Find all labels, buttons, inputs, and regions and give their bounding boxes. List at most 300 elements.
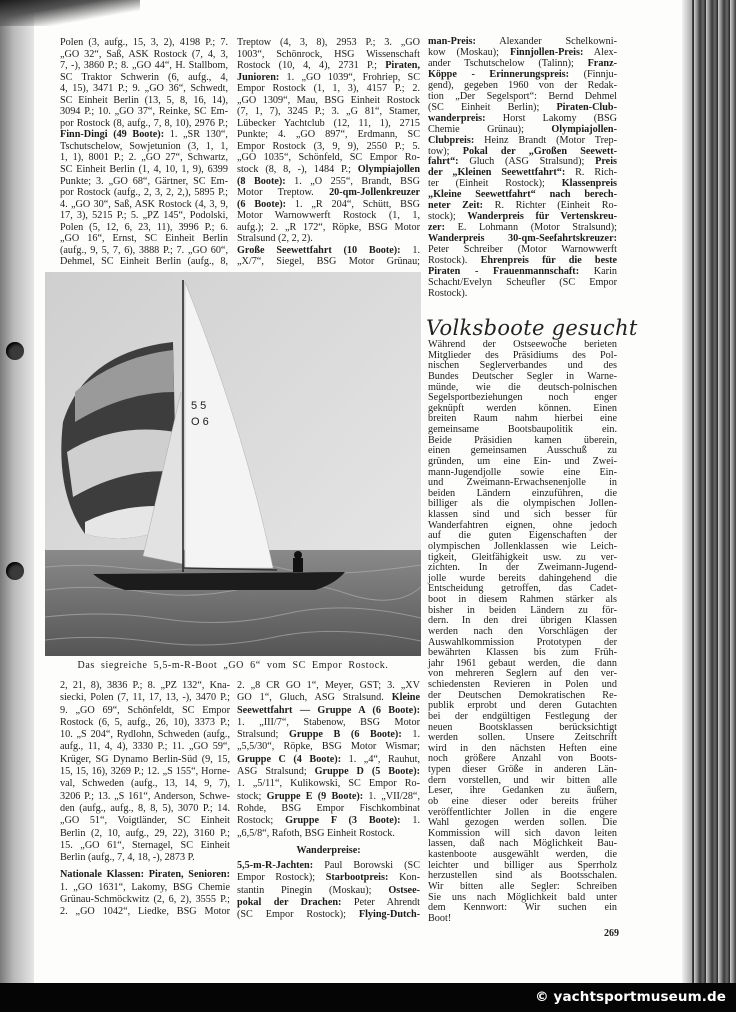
text-line xyxy=(60,164,228,176)
text-line xyxy=(237,37,420,49)
text-line xyxy=(237,815,420,827)
text-run: Während der Ostseewoche berieten xyxy=(428,339,617,350)
text-run: 2. „GO 1042“, Liedke, BSG Motor xyxy=(60,906,230,918)
photo-caption: Das siegreiche 5,5-m-R-Boot „GO 6“ vom SC Empor Rostock. xyxy=(77,660,389,671)
text-line xyxy=(237,909,420,921)
text-run: Kon- xyxy=(388,872,421,884)
text-run: 1. „SR 130“, xyxy=(164,129,228,141)
text-line xyxy=(237,187,420,199)
text-run: Schacht/Evelyn Scheufler (SC Empor xyxy=(428,276,617,288)
bold-run: Gruppe B (6 Boote): xyxy=(288,729,402,741)
text-line xyxy=(237,176,420,188)
text-run: von mehreren Seglern auf den ver- xyxy=(428,668,617,680)
text-run: Stralsund (2, 2, 2). xyxy=(237,233,313,245)
bold-run: fahrt“: xyxy=(428,156,459,168)
text-line xyxy=(237,897,420,909)
text-run: Lübecker Yachtclub (12, 11, 1), 2715 xyxy=(237,117,420,129)
text-run: 1. „III/7“, Stabenow, BSG Motor xyxy=(237,716,420,728)
text-run: „5,5/30“, Röpke, BSG Motor Wismar; xyxy=(237,741,420,753)
text-run: Rostock). xyxy=(428,287,468,299)
text-run: jolle wurde bereits dahingehend die xyxy=(428,572,617,584)
text-run: Empor Rostock (3, 9, 9), 2550 P.; 5. xyxy=(237,140,420,152)
bold-run: der „Kleinen Seewettfahrt“: xyxy=(428,167,566,179)
text-run: 15, 15, 16), 3269 P.; 12. „S 155“, Horne- xyxy=(60,766,230,778)
text-run: 2. „8 CR GO 1“, Meyer, GST; 3. „XV xyxy=(237,680,420,691)
text-run: 1. „O 255“, Brandt, BSG xyxy=(285,175,421,187)
text-line xyxy=(237,828,420,840)
text-run: ander Tschutschelow (Talinn); xyxy=(428,57,588,69)
text-run: der Deutschen Demokratischen Re- xyxy=(428,689,617,701)
text-run: werden sollen. Unsere Zeitschrift xyxy=(428,732,617,744)
text-run: Wir bitten alle Segler: Schreiben xyxy=(428,880,617,892)
text-line xyxy=(60,245,228,257)
text-run: stock; xyxy=(237,790,267,802)
text-line xyxy=(60,894,230,906)
text-run: bei der endgültigen Festlegung der xyxy=(428,710,617,722)
text-line xyxy=(237,256,420,268)
text-run: Motor Treptow. xyxy=(237,187,330,199)
text-run: stock); xyxy=(428,211,468,223)
text-run: aufg.); 2. „R 172“, Röpke, BSG Motor xyxy=(237,221,420,233)
text-line xyxy=(60,852,230,864)
text-run: R. Rich- xyxy=(565,167,617,179)
text-run: Alex- xyxy=(583,46,617,58)
text-run: (Finnju- xyxy=(569,68,617,80)
text-run: Rohde, BSG Empor Fischkombinat xyxy=(237,802,420,814)
sail-number-bottom: O 6 xyxy=(191,416,209,428)
text-line xyxy=(60,233,228,245)
text-line xyxy=(237,754,420,766)
text-run: stantin Pinegin (Moskau); xyxy=(237,884,389,896)
article-heading: Volksboote gesucht xyxy=(426,316,638,340)
text-run: tion „Der Segelsport“: Bernd Dehmel xyxy=(428,90,617,102)
text-run: Treptow (4, 3, 8), 2953 P.; 3. „GO xyxy=(237,37,420,48)
text-run: 1, 1), 8001 P.; 2. „GO 27“, Schwartz, xyxy=(60,152,228,164)
text-run: Punkte; 3. „GO 68“, Gärtner, SC Em- xyxy=(60,175,228,187)
bold-run: Seewettfahrt — Gruppe A (6 Boote): xyxy=(237,704,420,716)
binder-hole xyxy=(6,562,24,580)
text-line xyxy=(237,705,420,717)
bold-run: Piraten-Club- xyxy=(556,101,617,113)
results-column-middle-bottom xyxy=(237,680,420,922)
page-top-shadow xyxy=(0,0,140,26)
text-run: (7, 1, 7), 3245 P.; 3. „G 81“, Stamer, xyxy=(237,106,420,118)
bold-run: Finnjollen-Preis: xyxy=(509,46,584,58)
text-run: Mitglieder des Präsidiums des Pol- xyxy=(428,349,617,361)
bold-run: Wanderpreis für Vertenskreu- xyxy=(467,211,618,223)
text-run: jahr 1961 gebaut werden, die dann xyxy=(428,657,617,669)
text-run: Entscheidung getroffen, das Cadet- xyxy=(428,583,617,595)
text-line xyxy=(60,129,228,141)
text-line xyxy=(60,72,228,84)
text-line xyxy=(237,141,420,153)
text-run: kow (Moskau); xyxy=(428,46,510,58)
text-run: bisher in beiden Ländern zu för- xyxy=(428,604,617,616)
text-run: 10. „S 204“, Rydlohn, Schweden (aufg., xyxy=(60,729,230,741)
text-line xyxy=(428,914,617,925)
text-run: Wahl gezogen werden sollen. Die xyxy=(428,817,617,829)
bold-run: pokal der Drachen: xyxy=(237,897,342,909)
bold-run: neter Zeit: xyxy=(428,200,484,212)
text-run: Punkte; 4. „GO 897“, Erdmann, SC xyxy=(237,129,420,141)
text-run: Leser, ihre Gedanken zu äußern, xyxy=(428,785,617,797)
text-run: 4, 15), 3471 P.; 9. „GO 36“, Schwedt, xyxy=(60,83,228,95)
text-line xyxy=(237,778,420,790)
text-run: 1. „5/11“, Kulikowski, SC Empor Ro- xyxy=(237,778,420,790)
text-run: „GO 1035“, Schönfeld, SC Empor Ro- xyxy=(237,152,420,164)
text-line xyxy=(60,199,228,211)
text-run: 15. „GO 61“, Sternagel, SC Einheit xyxy=(60,839,230,851)
bold-run: man-Preis: xyxy=(428,36,476,47)
text-line xyxy=(237,49,420,61)
text-line xyxy=(237,766,420,778)
text-run: gemeinsame Bootsbaupolitik ein. xyxy=(428,424,617,435)
text-run: E. Lohmann (Motor Stralsund); xyxy=(444,222,617,234)
text-run: por Rostock (aufg., 2, 3, 2, 2,), 5895 P.; xyxy=(60,187,228,199)
text-run: breiten Raum nahm hierbei eine xyxy=(428,413,617,425)
text-run: Heinz Brandt (Motor Trep- xyxy=(474,134,617,146)
text-line xyxy=(60,176,228,188)
text-run: 1. „R 204“, Schütt, BSG xyxy=(286,198,420,210)
text-line xyxy=(237,791,420,803)
text-run: 1. xyxy=(400,815,420,827)
text-run: herzustellen sind als Bootsschalen. xyxy=(428,870,617,882)
text-run: mann-Jugendjolle sowie eine Ein- xyxy=(428,466,617,478)
text-run: Rostock (6, 5, aufg., 26, 10), 3373 P.; xyxy=(60,716,230,728)
text-line xyxy=(237,60,420,72)
prizes-column-right-top xyxy=(428,37,617,300)
results-column-middle-top xyxy=(237,37,420,268)
text-run: Karin xyxy=(579,266,617,278)
text-run: Peter Schreiber (Motor Warnowwerft xyxy=(428,244,617,256)
bold-run: Wanderpreise: xyxy=(296,844,361,856)
text-run: Peter Ahrendt xyxy=(341,897,420,909)
text-run: geknüpft werden können. Einen xyxy=(428,402,617,414)
sailboat-photo xyxy=(45,272,421,656)
text-run: Empor Rostock (1, 1, 3), 4157 P.; 2. xyxy=(237,83,420,95)
text-run: Wanderfahtren eignen, ohne jedoch xyxy=(428,519,617,531)
bold-run: Gruppe D (5 Boote): xyxy=(314,766,420,778)
text-line xyxy=(60,141,228,153)
text-line xyxy=(237,106,420,118)
text-run: den (aufg., aufg., 8, 8, 5), 3070 P.; 14. xyxy=(60,802,230,814)
text-run: 1. „GO 1039“, Frohriep, SC xyxy=(279,71,420,83)
text-run: leichter und billiger aus Sperrholz xyxy=(428,859,617,871)
text-run: Bundes Deutscher Segler in Warne- xyxy=(428,370,617,382)
bold-run: Clubpreis: xyxy=(428,134,475,146)
text-run: 1. xyxy=(400,244,420,256)
bold-run: Köppe - Erinnerungspreis: xyxy=(428,68,570,80)
text-run: 3094 P.; 10. „GO 37“, Reinke, SC Em- xyxy=(60,106,228,118)
bold-run: Klassenpreis xyxy=(561,178,617,190)
text-line xyxy=(237,210,420,222)
text-run: Grünau-Schmöckwitz (2, 6, 2), 3555 P.; xyxy=(60,894,230,906)
text-run: dern. In den drei übrigen Klassen xyxy=(428,615,617,627)
text-run: 17, 3), 5215 P.; 5. „PZ 145“, Podolski, xyxy=(60,210,228,222)
text-run: 1003“, Schönrock, HSG Wissenschaft xyxy=(237,48,420,60)
text-line xyxy=(237,118,420,130)
page-number: 269 xyxy=(604,928,619,939)
text-run: tigkeit, Gleitfähigkeit usw. zu ver- xyxy=(428,551,617,563)
text-run: nischen Seglerverbandes und des xyxy=(428,360,617,372)
text-line xyxy=(237,692,420,704)
bold-run: Flying-Dutch- xyxy=(358,909,420,921)
text-run: 2, 21, 8), 3836 P.; 8. „PZ 132“, Kna- xyxy=(60,680,230,691)
bold-run: Ostsee- xyxy=(388,884,420,896)
text-run: boot in diesem Rahmen stärker als xyxy=(428,594,617,605)
text-run: gend), gegeben 1960 von der Redak- xyxy=(428,79,617,91)
text-line xyxy=(60,705,230,717)
text-line xyxy=(237,164,420,176)
text-line xyxy=(428,903,617,914)
text-line xyxy=(60,83,228,95)
text-line xyxy=(60,222,228,234)
text-line xyxy=(237,72,420,84)
text-run: tow); xyxy=(428,145,463,157)
text-run: Beide Präsidien kamen überein, xyxy=(428,434,617,446)
text-run: „X/7“, Siegel, BSG Motor Grünau; xyxy=(237,256,420,268)
bold-run: Piraten - Frauenmannschaft: xyxy=(428,266,580,278)
text-run: Horst Lakomy (BSG xyxy=(485,112,617,124)
text-run: Krüger, SG Dynamo Berlin-Süd (9, 15, xyxy=(60,753,230,765)
text-run: billiger als die olympischen Jollen- xyxy=(428,498,617,510)
text-line xyxy=(60,60,228,72)
text-line xyxy=(60,49,228,61)
text-run: Berlin (aufg., 7, 4, 18, -), 2873 P. xyxy=(60,852,195,864)
text-run: SC Traktor Schwerin (6, aufg., 4, xyxy=(60,71,228,83)
text-line xyxy=(237,885,420,897)
text-line xyxy=(60,828,230,840)
hull xyxy=(93,572,345,590)
text-run: Motor Warnowwerft Rostock (1, 1, xyxy=(237,210,420,222)
text-run: Auswahlkommission Prototypen der xyxy=(428,636,617,648)
text-run: olympischen Jollenklassen wie Leich- xyxy=(428,540,617,552)
text-run: noch größere Anzahl von Boots- xyxy=(428,753,617,765)
results-column-left-bottom xyxy=(60,680,230,919)
text-run: Segelsportbeziehungen noch enger xyxy=(428,392,617,404)
text-run: siecki, Polen (7, 11, 17, 13, -), 3470 P.; xyxy=(60,692,230,704)
text-line xyxy=(60,210,228,222)
text-line xyxy=(60,754,230,766)
text-line xyxy=(237,741,420,753)
text-run: beiden Ländern einzuführen, die xyxy=(428,487,617,499)
text-run: Gluch (ASG Stralsund); xyxy=(458,156,596,168)
text-run: R. Richter (Einheit Ro- xyxy=(483,200,617,212)
text-line xyxy=(60,717,230,729)
page-left-edge xyxy=(0,0,34,985)
bold-run: 5,5-m-R-Jachten: xyxy=(237,860,314,872)
bold-run: Kleine xyxy=(391,692,420,704)
text-line xyxy=(60,187,228,199)
bold-run: Finn-Dingi (49 Boote): xyxy=(60,129,165,141)
bold-run: (8 Boote): xyxy=(237,175,286,187)
text-run: einen gemeinsamen Ausschuß zu xyxy=(428,445,617,457)
text-line xyxy=(60,680,230,692)
text-run: ASG Stralsund; xyxy=(237,766,315,778)
text-run: Berlin (2, 10, aufg., 29, 22), 3160 P.; xyxy=(60,827,230,839)
text-run: Boot! xyxy=(428,912,452,924)
text-run: 1. xyxy=(401,729,420,741)
text-run: publik erprobt und deren Gutachten xyxy=(428,700,617,712)
bold-run: zer: xyxy=(428,222,445,234)
text-run: dem Kennwort: Wir suchen ein xyxy=(428,902,617,914)
text-line xyxy=(237,872,420,884)
text-run: Empor Rostock); xyxy=(237,872,326,884)
text-line xyxy=(237,233,420,245)
sailor-head xyxy=(294,551,302,559)
bold-run: Olympiajollen- xyxy=(551,123,617,135)
text-run: ter (Einheit Rostock); xyxy=(428,178,562,190)
text-line xyxy=(60,840,230,852)
text-line xyxy=(428,289,617,300)
text-line xyxy=(237,129,420,141)
bold-run: Pokal der „Großen Seewett- xyxy=(462,145,618,157)
text-run: ob eine dieser oder bereits früher xyxy=(428,795,617,807)
text-line xyxy=(60,118,228,130)
text-run: Rostock (10, 4, 4), 2731 P.; xyxy=(237,60,386,72)
text-run: zichten. In der Zweimann-Jugend- xyxy=(428,562,617,574)
text-run: 7, -), 3860 P.; 8. „GO 44“, H. Stallbom, xyxy=(60,60,228,72)
text-run: 1. „GO 1631“, Lakomy, BSG Chemie xyxy=(60,881,230,893)
text-run: 1. „VII/28“, xyxy=(363,790,420,802)
text-line xyxy=(237,860,420,872)
watermark-bar xyxy=(0,983,736,1012)
text-run: gründen, um eine Ein- und Zwei- xyxy=(428,455,617,467)
bold-run: Olympiajollen xyxy=(357,164,420,176)
text-run: Tschutschelow, Sowjetunion (3, 1, 1, xyxy=(60,140,228,152)
text-run: (SC Empor Rostock); xyxy=(237,909,359,921)
text-run: „GO 32“, Saß, ASK Rostock (7, 4, 3, xyxy=(60,48,228,60)
text-run: dern vorstellen, und wir bitten alle xyxy=(428,774,617,786)
text-run: Rostock). xyxy=(428,255,481,267)
text-run: por Rostock (8, aufg., 7, 8, 10), 2976 P.; xyxy=(60,117,228,129)
text-run: bewährten Klassen bis zum Früh- xyxy=(428,647,617,659)
text-line xyxy=(237,245,420,257)
text-run: Sie uns nach Möglichkeit bald unter xyxy=(428,891,617,903)
bold-run: 20-qm-Jollenkreuzer xyxy=(329,187,420,199)
text-line xyxy=(237,803,420,815)
text-run: 1. „4“, Rauhut, xyxy=(341,753,420,765)
text-run: 9. „GO 69“, Schönfeldt, SC Empor xyxy=(60,704,230,716)
text-run: veröffentlichter Jollen in die engere xyxy=(428,806,617,818)
text-run: Alexander Schelkowni- xyxy=(475,36,617,47)
text-run: „GO 51“, Voigtländer, SC Einheit xyxy=(60,815,230,827)
text-run: schiedensten Revieren in Polen und xyxy=(428,679,617,690)
text-run: Stralsund; xyxy=(237,729,289,741)
watermark-text: © yachtsportmuseum.de xyxy=(535,989,726,1005)
bold-run: Große Seewettfahrt (10 Boote): xyxy=(237,244,401,256)
results-column-left-top xyxy=(60,37,228,268)
bold-run: Starbootpreis: xyxy=(325,872,389,884)
text-run: 3206 P.; 13. „S 161“, Anderson, Schwe- xyxy=(60,790,230,802)
text-run: Chemie Grünau); xyxy=(428,123,552,135)
text-run: kastenboote ausgewählt werden, die xyxy=(428,849,617,860)
text-line xyxy=(60,256,228,268)
bold-run: wanderpreis: xyxy=(428,112,486,124)
book-spine-edge xyxy=(682,0,736,985)
sail-number-top: 5 5 xyxy=(191,400,207,412)
bold-run: Junioren: xyxy=(237,71,280,83)
text-line xyxy=(60,37,228,49)
text-line xyxy=(237,152,420,164)
text-run: Polen (3, aufg., 15, 3, 2), 4198 P.; 7. xyxy=(60,37,228,48)
article-body xyxy=(428,340,617,924)
text-line xyxy=(237,95,420,107)
text-line xyxy=(237,729,420,741)
text-run: „6,5/8“, Rafoth, BSG Einheit Rostock. xyxy=(237,827,395,839)
text-run: werden nach den Vorschlägen der xyxy=(428,625,617,637)
bold-run: Piraten, xyxy=(385,60,420,72)
text-run: Dehmel, SC Einheit Berlin (aufg., 8, xyxy=(60,256,228,268)
text-line xyxy=(237,845,420,857)
text-line xyxy=(60,882,230,894)
text-line xyxy=(60,95,228,107)
text-line xyxy=(237,222,420,234)
text-run: SC Einheit Berlin (1, 4, 10, 1, 9), 6399 xyxy=(60,164,228,176)
text-run: GO 1“, Gluch, ASG Stralsund. xyxy=(237,692,392,704)
bold-run: Gruppe C (4 Boote): xyxy=(237,753,342,765)
text-run: (SC Einheit Berlin); xyxy=(428,101,557,113)
text-run: und Zweimann-Erwachsenenjolle in xyxy=(428,477,617,489)
text-line xyxy=(60,778,230,790)
text-run: SC Einheit Berlin (13, 5, 8, 16, 14), xyxy=(60,94,228,106)
text-line xyxy=(60,815,230,827)
bold-run: Ehrenpreis für die beste xyxy=(480,255,617,267)
text-line xyxy=(60,106,228,118)
text-run: münde, wie die deutsch-polnischen xyxy=(428,381,617,393)
bold-run: Wanderpreis 30-qm-Seefahrtskreuzer: xyxy=(428,233,617,245)
text-run: 4. „GO 30“, Saß, ASK Rostock (4, 3, 9, xyxy=(60,198,228,210)
bold-run: „Kleine Seewettfahrt“ nach berech- xyxy=(428,189,617,201)
text-run: typen dieser Größe in anderen Län- xyxy=(428,764,617,775)
bold-run: Gruppe F (3 Boote): xyxy=(285,815,401,827)
text-run: Kommission will sich davon leiten xyxy=(428,827,617,839)
bold-run: Gruppe E (9 Boote): xyxy=(266,790,364,802)
text-line xyxy=(60,152,228,164)
text-run: wird in den nächsten Heften eine xyxy=(428,742,617,754)
text-run: Paul Borowski (SC xyxy=(313,860,420,872)
text-line xyxy=(237,680,420,692)
text-line xyxy=(237,83,420,95)
text-run: (aufg., 9, 5, 7, 6), 3888 P.; 7. „GO 60“, xyxy=(60,244,228,256)
text-line xyxy=(60,906,230,918)
text-line xyxy=(60,869,230,881)
bold-run: Nationale Klassen: Piraten, Senioren: xyxy=(60,869,230,881)
text-run: aufg., 11, 4, 4), 3330 P.; 11. „GO 59“, xyxy=(60,741,230,753)
text-run: auf die guten Eigenschaften der xyxy=(428,530,617,542)
text-line xyxy=(237,717,420,729)
text-line xyxy=(237,199,420,211)
text-run: Polen (5, 12, 6, 23, 11), 3996 P.; 6. xyxy=(60,221,228,233)
bold-run: Preis xyxy=(595,156,617,168)
text-line xyxy=(60,692,230,704)
text-run: neuen Bootsklassen berücksichtigt xyxy=(428,721,617,733)
text-run: klassen sind und sich besser für xyxy=(428,509,617,520)
binder-hole xyxy=(6,342,24,360)
text-run: val, Schweden (aufg., 13, 14, 9, 7), xyxy=(60,778,230,790)
text-line xyxy=(60,766,230,778)
text-run: „GO 16“, Ernst, SC Einheit Berlin xyxy=(60,233,228,245)
text-run: Rostock; xyxy=(237,815,286,827)
text-run: „GO 1309“, Mau, BSG Einheit Rostock xyxy=(237,94,420,106)
text-line xyxy=(60,791,230,803)
text-run: lassen, daß nach Möglichkeit Bau- xyxy=(428,838,617,850)
bold-run: (6 Boote): xyxy=(237,198,287,210)
text-line xyxy=(60,729,230,741)
sailor xyxy=(293,558,303,572)
text-line xyxy=(60,803,230,815)
text-line xyxy=(60,741,230,753)
